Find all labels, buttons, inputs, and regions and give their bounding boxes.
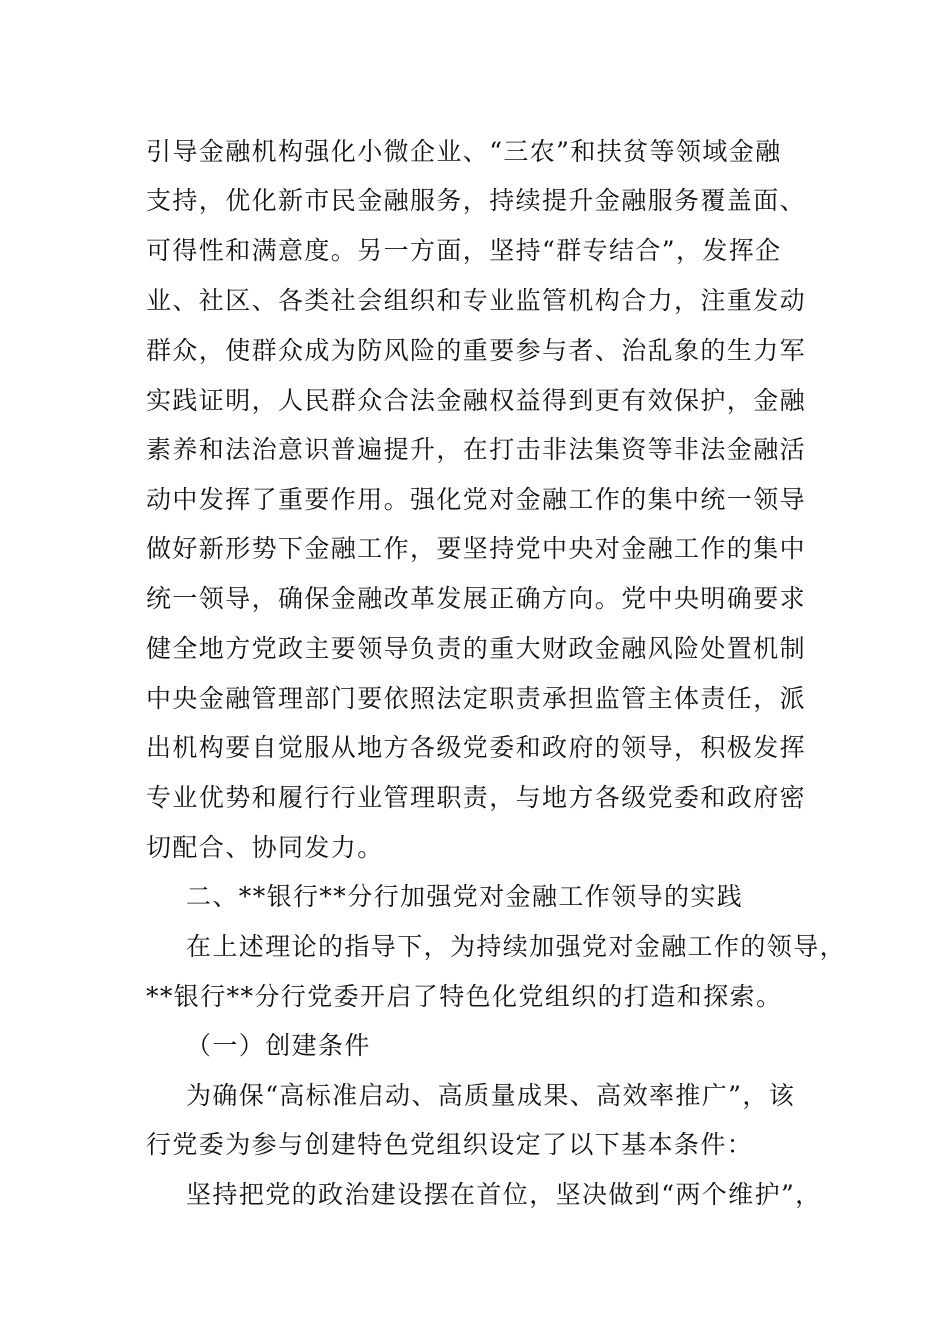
text-line: 专业优势和履行行业管理职责，与地方各级党委和政府密: [146, 783, 807, 812]
text-line: 可得性和满意度。另一方面，坚持“群专结合”，发挥企: [146, 236, 782, 265]
text-line: 实践证明，人民群众合法金融权益得到更有效保护，金融: [146, 386, 807, 415]
text-line: 引导金融机构强化小微企业、“三农”和扶贫等领域金融: [146, 137, 782, 166]
text-line: 业、社区、各类社会组织和专业监管机构合力，注重发动: [146, 286, 807, 315]
text-line: 支持，优化新市民金融服务，持续提升金融服务覆盖面、: [146, 186, 807, 215]
paragraph-first-line: 坚持把党的政治建设摆在首位，坚决做到“两个维护”，: [186, 1180, 822, 1209]
text-line: **银行**分行党委开启了特色化党组织的打造和探索。: [146, 982, 783, 1011]
paragraph-first-line: 为确保“高标准启动、高质量成果、高效率推广”，该: [186, 1081, 796, 1110]
text-line: 行党委为参与创建特色党组织设定了以下基本条件：: [146, 1130, 754, 1159]
text-line: 出机构要自觉服从地方各级党委和政府的领导，积极发挥: [146, 733, 807, 762]
text-line: 素养和法治意识普遍提升，在打击非法集资等非法金融活: [146, 435, 807, 464]
text-line: 中央金融管理部门要依照法定职责承担监管主体责任，派: [146, 684, 807, 713]
subsection-heading: （一）创建条件: [186, 1031, 371, 1060]
text-line: 健全地方党政主要领导负责的重大财政金融风险处置机制: [146, 634, 807, 663]
paragraph-first-line: 在上述理论的指导下，为持续加强党对金融工作的领导，: [186, 932, 847, 961]
text-line: 群众，使群众成为防风险的重要参与者、治乱象的生力军: [146, 336, 807, 365]
section-heading: 二、**银行**分行加强党对金融工作领导的实践: [186, 882, 744, 911]
text-line: 动中发挥了重要作用。强化党对金融工作的集中统一领导: [146, 485, 807, 514]
text-line: 切配合、协同发力。: [146, 833, 384, 862]
text-line: 做好新形势下金融工作，要坚持党中央对金融工作的集中: [146, 534, 807, 563]
text-line: 统一领导，确保金融改革发展正确方向。党中央明确要求: [146, 584, 807, 613]
